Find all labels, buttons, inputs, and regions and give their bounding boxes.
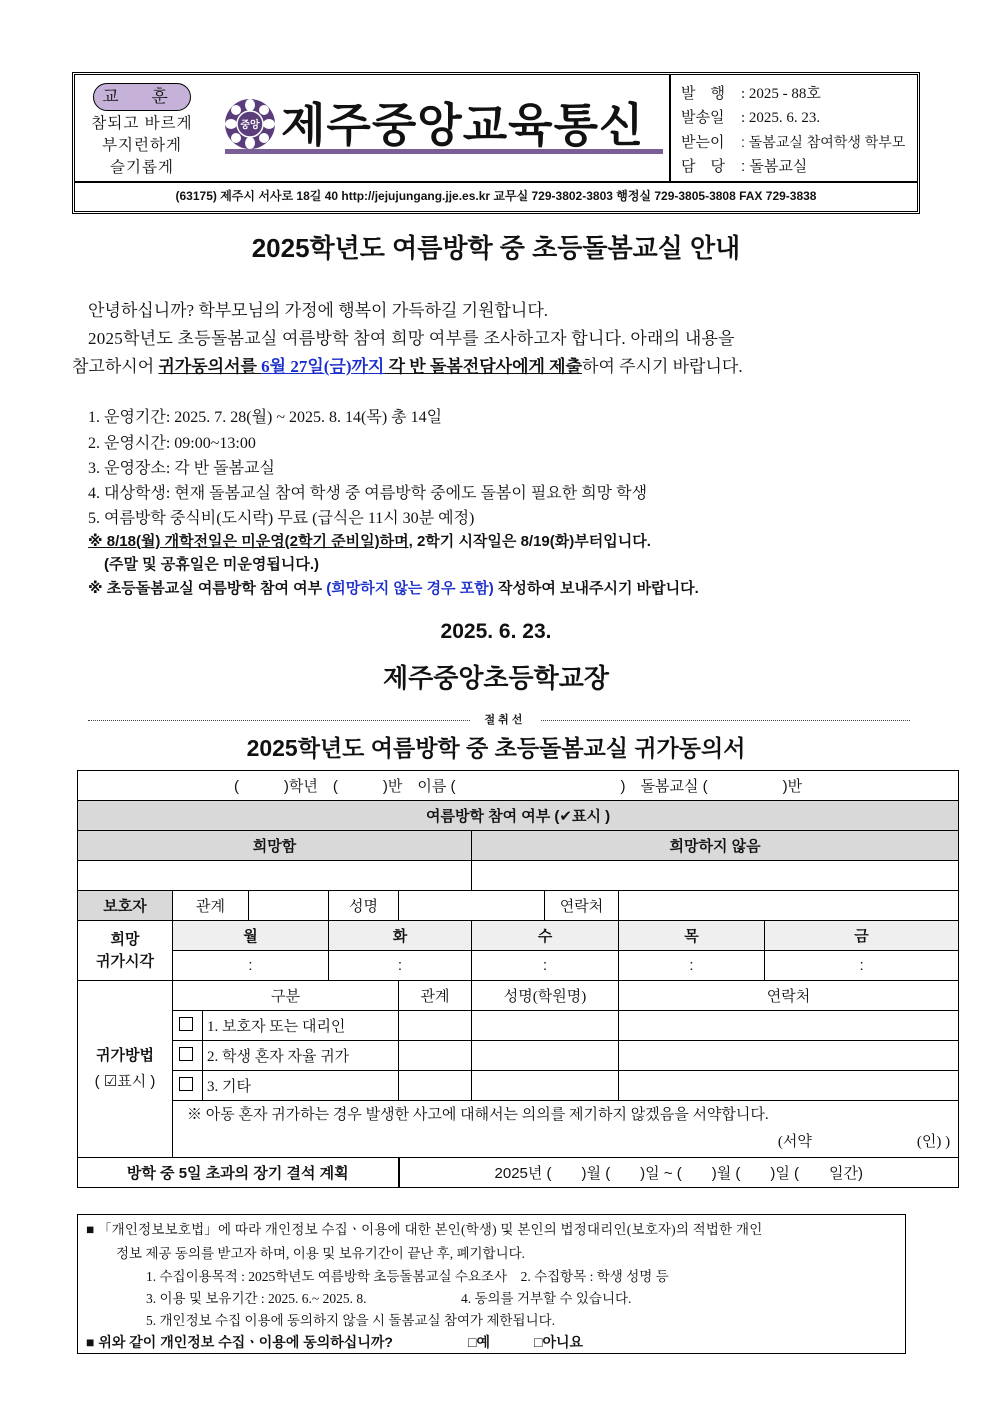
motto-line: 슬기롭게 [110,159,174,176]
issue-value: : 2025. 6. 23. [741,110,821,126]
day-friday: 금 [765,921,959,951]
method-1-name-field[interactable] [472,1011,619,1041]
day-wednesday: 수 [472,921,619,951]
return-time-label [78,921,173,981]
method-option-1: 1. 보호자 또는 대리인 [203,1011,399,1041]
relation-label: 관계 [173,891,249,921]
contact-label: 연락처 [545,891,619,921]
method-2-name-field[interactable] [472,1041,619,1071]
guardian-label: 보호자 [78,891,173,921]
deadline-emphasis: 6월 27일(금)까지 [261,357,385,376]
info-item: 2. 운영시간: 09:00~13:00 [88,435,256,452]
intro-line-2 [72,352,743,377]
note-holidays: (주말 및 공휴일은 미운영됩니다.) [104,556,320,573]
name-label: 성명 [329,891,399,921]
school-address: (63175) 제주시 서사로 18길 40 http://jejujungang.jje.es.kr 교무실 729-3802-3803 행정실 729-3805-3808 FAX 729-3838 [175,189,817,203]
issue-row-date [681,106,917,130]
privacy-question: ■ 위와 같이 개인정보 수집ㆍ이용에 동의하십니까? [86,1334,393,1350]
issue-label: 발 행 [681,86,725,102]
checkbox-icon[interactable] [179,1047,193,1061]
day-tuesday: 화 [329,921,472,951]
return-method-label-1: 귀가방법 [96,1047,154,1064]
time-field-monday[interactable]: : [173,951,329,981]
absence-plan-label: 방학 중 5일 초과의 장기 결석 계획 [78,1158,399,1188]
privacy-consent-box [77,1214,906,1354]
day-thursday: 목 [619,921,765,951]
issue-label: 발송일 [681,110,725,126]
motto-text [83,113,201,179]
method-3-relation-field[interactable] [399,1071,472,1101]
method-contact-header: 연락처 [619,981,959,1011]
intro-text: 하여 주시기 바랍니다. [582,357,743,376]
issue-row-recipient [681,130,917,155]
consent-form-emphasis: 귀가동의서를 [158,357,262,376]
method-1-contact-field[interactable] [619,1011,959,1041]
submit-emphasis: 각 반 돌봄전담사에게 제출 [384,357,583,376]
school-logo-icon [223,97,277,151]
form-title: 2025학년도 여름방학 중 초등돌봄교실 귀가동의서 [246,735,746,761]
principal-signature: 제주중앙초등학교장 [382,663,610,693]
method-3-name-field[interactable] [472,1071,619,1101]
info-item: 4. 대상학생: 현재 돌봄교실 참여 학생 중 여름방학 중에도 돌봄이 필요한 희망 학생 [88,485,648,502]
motto-line: 참되고 바르게 [91,115,193,132]
issue-row-number [681,82,917,106]
pledge-signature-field[interactable]: (서약 (인) ) [777,1134,951,1150]
greeting: 안녕하십니까? 학부모님의 가정에 행복이 가득하길 기원합니다. [88,301,549,320]
privacy-line-4: 3. 이용 및 보유기간 : 2025. 6.~ 2025. 8. 4. 동의를 거부할 수 있습니다. [146,1291,632,1306]
document-title: 2025학년도 여름방학 중 초등돌봄교실 안내 [251,233,741,263]
wish-header: 희망함 [78,831,472,861]
note-blue: (희망하지 않는 경우 포함) [326,580,494,597]
info-item: 5. 여름방학 중식비(도시락) 무료 (급식은 11시 30분 예정) [88,510,475,527]
issue-value: : 돌봄교실 [741,158,808,175]
info-item: 3. 운영장소: 각 반 돌봄교실 [88,460,276,477]
method-option-2: 2. 학생 혼자 자율 귀가 [203,1041,399,1071]
cut-label: 절취선 [470,711,540,727]
checkbox-icon[interactable] [179,1077,193,1091]
intro-line-1: 2025학년도 초등돌봄교실 여름방학 참여 희망 여부를 조사하고자 합니다. 아래의 내용을 [88,329,735,348]
method-option-3: 3. 기타 [203,1071,399,1101]
intro-text: 참고하시어 [72,357,159,376]
pledge-text: ※ 아동 혼자 귀가하는 경우 발생한 사고에 대해서는 의의를 제기하지 않겠음을 서약합니다. [187,1107,769,1123]
no-wish-header: 희망하지 않음 [472,831,959,861]
issue-value: : 돌봄교실 참여학생 학부모 [741,134,906,150]
privacy-line-5: 5. 개인정보 수집 이용에 동의하지 않을 시 돌봄교실 참여가 제한됩니다. [146,1313,556,1328]
motto-line: 부지런하게 [102,137,182,154]
method-2-relation-field[interactable] [399,1041,472,1071]
return-time-label-2: 귀가시각 [96,952,154,970]
issue-label: 담 당 [681,159,725,175]
motto-label: 교 훈 [93,83,191,111]
note-underlined: ※ 8/18(월) 개학전일은 미운영(2학기 준비일)하며, [88,533,413,550]
note-text: ※ 초등돌봄교실 여름방학 참여 여부 [88,580,327,597]
info-item: 1. 운영기간: 2025. 7. 28(월) ~ 2025. 8. 14(목) 총 14일 [88,409,443,426]
issue-date: 2025. 6. 23. [440,620,552,643]
method-name-header: 성명(학원명) [472,981,619,1011]
guardian-contact-field[interactable] [619,891,959,921]
newsletter-header [72,72,920,214]
privacy-line-1: ■ 「개인정보보호법」에 따라 개인정보 수집ㆍ이용에 대한 본인(학생) 및 본인의 법정대리인(보호자)의 적법한 개인 [86,1222,763,1237]
return-time-label-1: 희망 [110,930,140,948]
method-checkbox-2[interactable] [173,1041,203,1071]
header-top [75,75,917,183]
guardian-name-field[interactable] [399,891,545,921]
student-info-row[interactable]: ( )학년 ( )반 이름 ( ) 돌봄교실 ( )반 [78,771,959,801]
method-1-relation-field[interactable] [399,1011,472,1041]
privacy-line-3: 1. 수집이용목적 : 2025학년도 여름방학 초등돌봄교실 수요조사 2. 수집항목 : 학생 성명 등 [146,1269,669,1284]
time-field-friday[interactable]: : [765,951,959,981]
guardian-relation-field[interactable] [249,891,329,921]
absence-plan-field[interactable]: 2025년 ( )월 ( )일 ~ ( )월 ( )일 ( 일간) [399,1158,959,1188]
method-3-contact-field[interactable] [619,1071,959,1101]
return-method-label [78,981,173,1158]
return-method-label-2: ( ☑표시 ) [94,1073,156,1090]
issue-row-manager [681,155,917,179]
method-2-contact-field[interactable] [619,1041,959,1071]
time-field-wednesday[interactable]: : [472,951,619,981]
pledge-cell [173,1101,959,1158]
privacy-agree-yes[interactable]: □예 [468,1334,490,1350]
note-participation [88,577,699,598]
method-checkbox-1[interactable] [173,1011,203,1041]
privacy-agree-no[interactable]: □아니요 [534,1334,584,1350]
wish-checkbox-cell[interactable] [78,861,472,891]
issue-value: : 2025 - 88호 [741,86,821,102]
newsletter-title: 제주중앙교육통신 [281,99,645,151]
privacy-line-2: 정보 제공 동의를 받고자 하며, 이용 및 보유기간이 끝난 후, 폐기합니다. [116,1246,526,1261]
day-monday: 월 [173,921,329,951]
method-type-header: 구분 [173,981,399,1011]
note-text: 작성하여 보내주시기 바랍니다. [493,580,699,597]
time-field-tuesday[interactable]: : [329,951,472,981]
method-checkbox-3[interactable] [173,1071,203,1101]
note-opening-day [88,530,651,551]
method-relation-header: 관계 [399,981,472,1011]
checkbox-icon[interactable] [179,1017,193,1031]
issue-label: 받는이 [681,135,725,151]
no-wish-checkbox-cell[interactable] [472,861,959,891]
issue-info [669,75,917,181]
time-field-thursday[interactable]: : [619,951,765,981]
consent-form-table [77,770,959,1188]
participation-header: 여름방학 참여 여부 (✔표시 ) [78,801,959,831]
note-text: 2학기 시작일은 8/19(화)부터입니다. [412,533,651,550]
logo-text: 중앙 [240,120,260,131]
